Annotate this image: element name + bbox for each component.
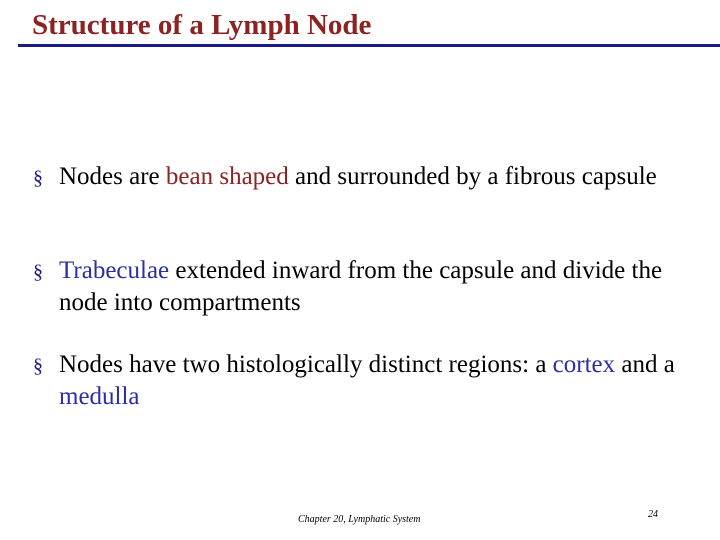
bullet-item-regions (33, 349, 699, 413)
bullet-text: extended inward from the capsule and divide the node into compartments (59, 257, 663, 316)
section-sign-bullet-icon: § (33, 261, 43, 283)
bullet-item-bean-shape (33, 161, 699, 193)
slide-footer: Chapter 20, Lymphatic System (298, 514, 421, 525)
title-underline (18, 44, 720, 47)
bullet-text: and surrounded by a fibrous capsule (288, 163, 657, 190)
bullet-item-trabeculae (33, 255, 699, 319)
highlight-term-bean-shaped: bean shaped (165, 163, 289, 190)
bullet-text: Nodes have two histologically distinct regions: a (59, 351, 553, 378)
highlight-term-medulla: medulla (59, 383, 140, 410)
slide-title: Structure of a Lymph Node (32, 9, 372, 41)
bullet-text: Nodes are (59, 163, 166, 190)
highlight-term-trabeculae: Trabeculae (59, 257, 170, 284)
highlight-term-cortex: cortex (552, 351, 616, 378)
bullet-text: and a (615, 351, 675, 378)
page-number: 24 (648, 509, 658, 520)
section-sign-bullet-icon: § (33, 355, 43, 377)
section-sign-bullet-icon: § (33, 167, 43, 189)
